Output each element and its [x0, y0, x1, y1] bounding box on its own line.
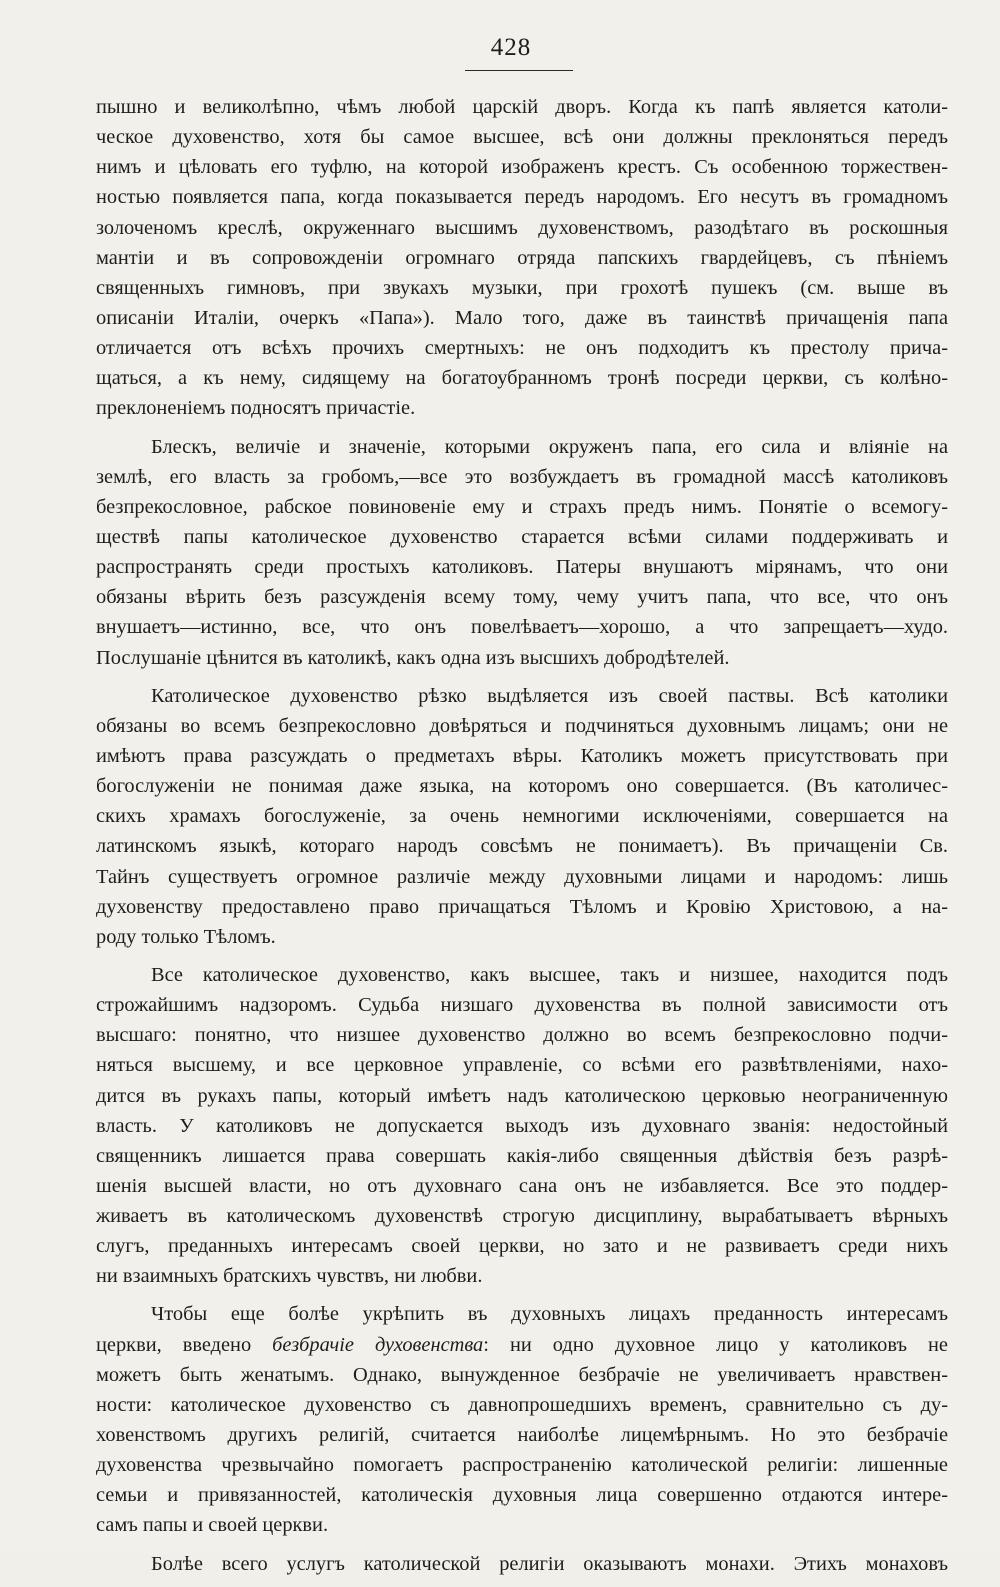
text-line: Все католическое духовенство, какъ высшее, такъ и низшее, находится подъ: [151, 963, 948, 986]
text-line: Тайнъ существуетъ огромное различіе между духовными лицами и народомъ: лишь: [96, 865, 948, 888]
text-line: нимъ и цѣловать его туфлю, на которой изображенъ крестъ. Съ особенною торжествен-: [96, 156, 948, 179]
text-line: духовенству предоставлено право причащаться Тѣломъ и Кровію Христовою, а на-: [96, 895, 948, 918]
text-line: Католическое духовенство рѣзко выдѣляется изъ своей паствы. Всѣ католики: [151, 684, 948, 707]
paragraph: [96, 1549, 948, 1579]
text-line: скихъ храмахъ богослуженіе, за очень немногими исключеніями, совершается на: [96, 805, 948, 828]
body-text: [96, 92, 948, 1587]
text-line: отличается отъ всѣхъ прочихъ смертныхъ: не онъ подходитъ къ престолу прича-: [96, 337, 948, 360]
text-line: Болѣе всего услугъ католической религіи оказываютъ монахи. Этихъ монаховъ: [151, 1552, 948, 1575]
text-line: пышно и великолѣпно, чѣмъ любой царскій дворъ. Когда къ папѣ является католи-: [96, 96, 948, 118]
text-line: мантіи и въ сопровожденіи огромнаго отряда папскихъ гвардейцевъ, съ пѣніемъ: [96, 246, 948, 269]
text-line: латинскомъ языкѣ, котораго народъ совсѣмъ не понимаетъ). Въ причащеніи Св.: [96, 835, 948, 858]
text-line: щаться, а къ нему, сидящему на богатоубранномъ тронѣ посреди церкви, съ колѣно-: [96, 367, 948, 390]
text-line: имѣютъ права разсуждать о предметахъ вѣры. Католикъ можетъ присутствовать при: [96, 744, 948, 767]
text-line: ществѣ папы католическое духовенство старается всѣми силами поддерживать и: [96, 525, 948, 548]
text-line: духовенства чрезвычайно помогаетъ распространенію католической религіи: лишенные: [96, 1454, 948, 1477]
text-line: роду только Тѣломъ.: [96, 925, 276, 948]
page-number: 428: [490, 34, 532, 61]
paragraph: [96, 1299, 948, 1540]
text-line: можетъ быть женатымъ. Однако, вынужденное безбрачіе не увеличиваетъ нравствен-: [96, 1363, 948, 1386]
text-line: ности: католическое духовенство съ давнопрошедшихъ временъ, сравнительно съ ду-: [96, 1393, 948, 1416]
text-line: золоченомъ креслѣ, окруженнаго высшимъ духовенствомъ, разодѣтаго въ роскошныя: [96, 216, 948, 239]
text-line: преклоненіемъ подносятъ причастіе.: [96, 397, 416, 420]
text-line: обязаны вѣрить безъ разсужденія всему тому, чему учитъ папа, что все, что онъ: [96, 586, 948, 609]
text-line: живаетъ въ католическомъ духовенствѣ строгую дисциплину, вырабатываетъ вѣрныхъ: [96, 1205, 948, 1228]
text-line: священникъ лишается права совершать какія-либо священныя дѣйствія безъ разрѣ-: [96, 1144, 948, 1167]
text-line: описаніи Италіи, очеркъ «Папа»). Мало того, даже въ таинствѣ причащенія папа: [96, 306, 948, 329]
text-line: няться высшему, и все церковное управленіе, со всѣми его развѣтвленіями, нахо-: [96, 1054, 948, 1077]
text-line: внушаетъ—истинно, все, что онъ повелѣваетъ—хорошо, а что запрещаетъ—худо.: [96, 616, 948, 639]
text-line: ховенствомъ другихъ религій, считается наиболѣе лицемѣрнымъ. Но это безбрачіе: [96, 1424, 948, 1447]
paragraph: [96, 960, 948, 1292]
text-line: Блескъ, величіе и значеніе, которыми окруженъ папа, его сила и вліяніе на: [151, 435, 948, 458]
text-line: Чтобы еще болѣе укрѣпить въ духовныхъ лицахъ преданность интересамъ: [151, 1303, 948, 1326]
text-line: ческое духовенство, хотя бы самое высшее, всѣ они должны преклоняться передъ: [96, 126, 948, 149]
text-line: дится въ рукахъ папы, который имѣетъ надъ католическою церковью неограниченную: [96, 1084, 948, 1107]
text-line: распространять среди простыхъ католиковъ. Патеры внушаютъ мірянамъ, что они: [96, 556, 948, 579]
emphasized-text: безбрачіе духовенства: [272, 1333, 484, 1356]
header-rule: [465, 70, 573, 71]
text-line: слугъ, преданныхъ интересамъ своей церкви, но зато и не развиваетъ среди нихъ: [96, 1235, 948, 1258]
text-line: священныхъ гимновъ, при звукахъ музыки, при грохотѣ пушекъ (см. выше въ: [96, 276, 948, 299]
text-line: обязаны во всемъ безпрекословно довѣряться и подчиняться духовнымъ лицамъ; они не: [96, 714, 948, 737]
text-line: высшаго: понятно, что низшее духовенство должно во всемъ безпрекословно подчи-: [96, 1024, 948, 1047]
text-line: власть. У католиковъ не допускается выходъ изъ духовнаго званія: недостойный: [96, 1114, 948, 1137]
text-line: самъ папы и своей церкви.: [96, 1514, 329, 1537]
text-line: шенія высшей власти, но отъ духовнаго сана онъ не избавляется. Все это поддер-: [96, 1174, 948, 1197]
paragraph: [96, 432, 948, 673]
text-line: землѣ, его власть за гробомъ,—все это возбуждаетъ въ громадной массѣ католиковъ: [96, 465, 948, 488]
text-line: ностью появляется папа, когда показывается передъ народомъ. Его несутъ въ громадномъ: [96, 186, 948, 209]
text-line: безпрекословное, рабское повиновеніе ему и страхъ предъ нимъ. Понятіе о всемогу-: [96, 495, 948, 518]
text-line: Послушаніе цѣнится въ католикѣ, какъ одна изъ высшихъ добродѣтелей.: [96, 646, 730, 669]
text-line: богослуженіи не понимая даже языка, на которомъ оно совершается. (Въ католичес-: [96, 775, 948, 798]
text-line: ни взаимныхъ братскихъ чувствъ, ни любви.: [96, 1265, 483, 1288]
text-line: церкви, введено безбрачіе духовенства: ни одно духовное лицо у католиковъ не: [96, 1333, 948, 1356]
text-line: строжайшимъ надзоромъ. Судьба низшаго духовенства въ полной зависимости отъ: [96, 994, 948, 1017]
paragraph: [96, 92, 948, 424]
paragraph: [96, 681, 948, 952]
text-line: семьи и привязанностей, католическія духовныя лица совершенно отдаются интере-: [96, 1484, 948, 1507]
